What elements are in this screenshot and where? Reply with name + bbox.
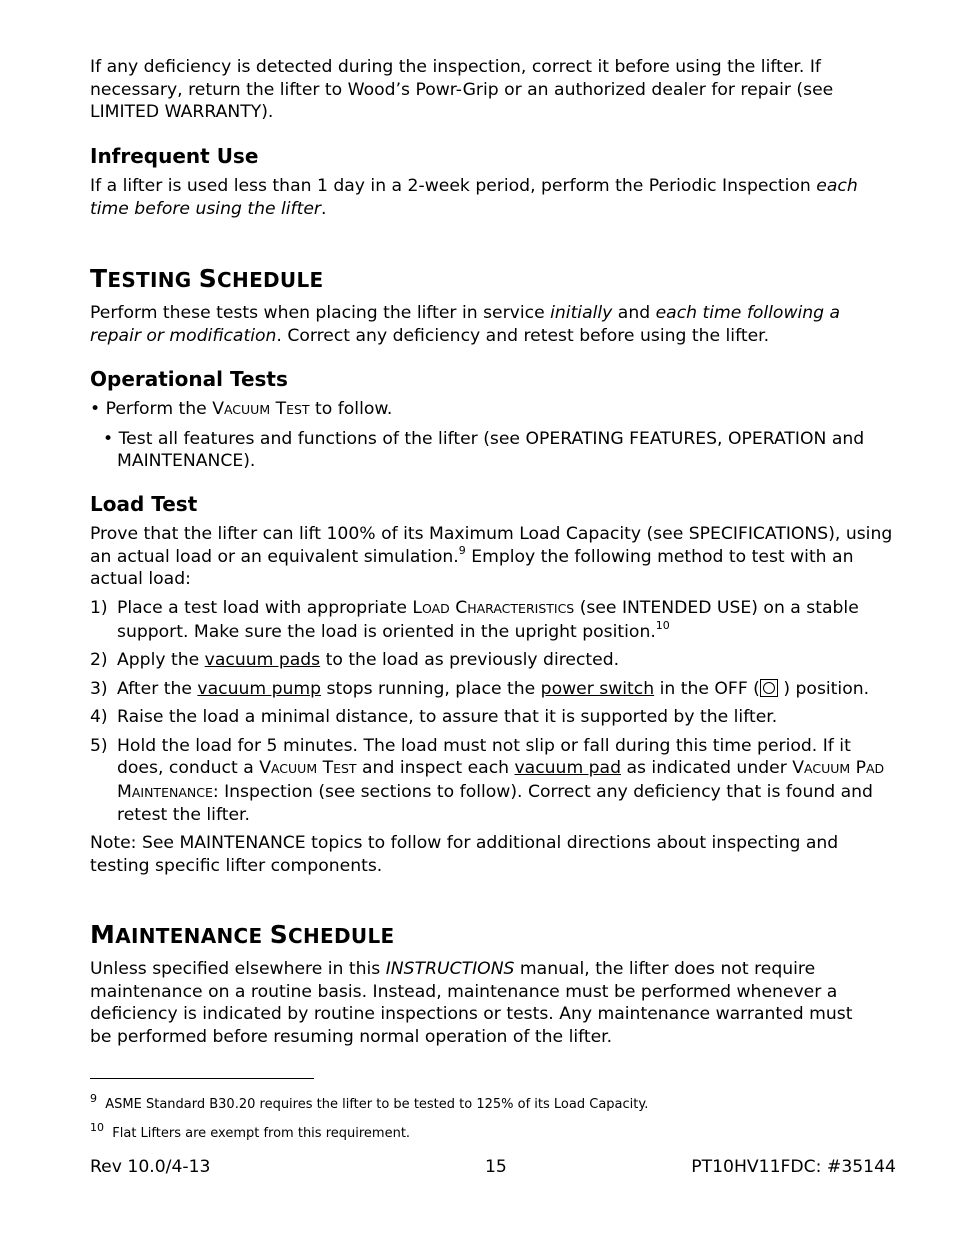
load-test-paragraph: Prove that the lifter can lift 100% of its Maximum Load Capacity (see SPECIFICATIONS), using an actual load or an equivalent simulation.$^9$ Employ the following method to test with an actual load:	[90, 524, 893, 589]
revision-label: Rev 10.0/4-13	[90, 1157, 211, 1177]
list-item: 3) After the vacuum pump stops running, place the power switch in the OFF ( ) position.	[90, 678, 870, 699]
power-off-icon	[760, 679, 778, 697]
infrequent-use-heading: Infrequent Use	[90, 144, 259, 168]
note-paragraph: Note: See MAINTENANCE topics to follow for additional directions about inspecting and testing specific lifter components.	[90, 833, 839, 876]
footnote-divider	[90, 1078, 314, 1079]
intro-paragraph: If any deficiency is detected during the inspection, correct it before using the lifter. If necessary, return the lifter to Wood’s Powr-Grip or an authorized dealer for repair (see LIMITED WARRANTY).	[90, 57, 834, 122]
load-test-heading: Load Test	[90, 492, 198, 516]
list-item: • Test all features and functions of the lifter (see OPERATING FEATURES, OPERATION and MAINTENANCE).	[103, 428, 865, 471]
footnote-10: $^{10}$ Flat Lifters are exempt from this requirement.	[90, 1121, 411, 1141]
testing-schedule-paragraph: Perform these tests when placing the lifter in service initially and each time following a repair or modification. Correct any deficiency and retest before using the lifter.	[90, 303, 841, 346]
page-number: 15	[485, 1157, 507, 1177]
maintenance-schedule-paragraph: Unless specified elsewhere in this INSTRUCTIONS manual, the lifter does not require maintenance on a routine basis. Instead, maintenance must be performed whenever a deficiency is indicated by routine inspections or tests. Any maintenance warranted must be performed before resuming normal operation of the lifter.	[90, 959, 853, 1047]
infrequent-use-paragraph: If a lifter is used less than 1 day in a 2-week period, perform the Periodic Inspection each time before using the lifter.	[90, 176, 858, 219]
list-item: • Perform the VACUUM TEST to follow.	[90, 399, 393, 419]
list-item: 5) Hold the load for 5 minutes. The load must not slip or fall during this time period. If it does, conduct a VACUUM TEST and inspect each vacuum pad as indicated under VACUUM PAD MAINTENANCE: Inspection (see sections to follow). Correct any deficiency that is found and retest the lifter.	[90, 735, 885, 825]
testing-schedule-heading: TESTING SCHEDULE	[90, 264, 324, 293]
footnote-9: $^9$ ASME Standard B30.20 requires the lifter to be tested to 125% of its Load Capacity.	[90, 1092, 649, 1112]
operational-tests-heading: Operational Tests	[90, 367, 288, 391]
operational-tests-list	[90, 398, 900, 473]
list-item: 1) Place a test load with appropriate LOAD CHARACTERISTICS (see INTENDED USE) on a stable support. Make sure the load is oriented in the upright position.$^{10}$	[90, 598, 859, 642]
maintenance-schedule-heading: MAINTENANCE SCHEDULE	[90, 920, 395, 949]
list-item: 2) Apply the vacuum pads to the load as previously directed.	[90, 650, 620, 670]
list-item: 4) Raise the load a minimal distance, to assure that it is supported by the lifter.	[90, 707, 778, 727]
load-test-steps	[90, 597, 895, 827]
document-id: PT10HV11FDC: #35144	[691, 1157, 896, 1177]
